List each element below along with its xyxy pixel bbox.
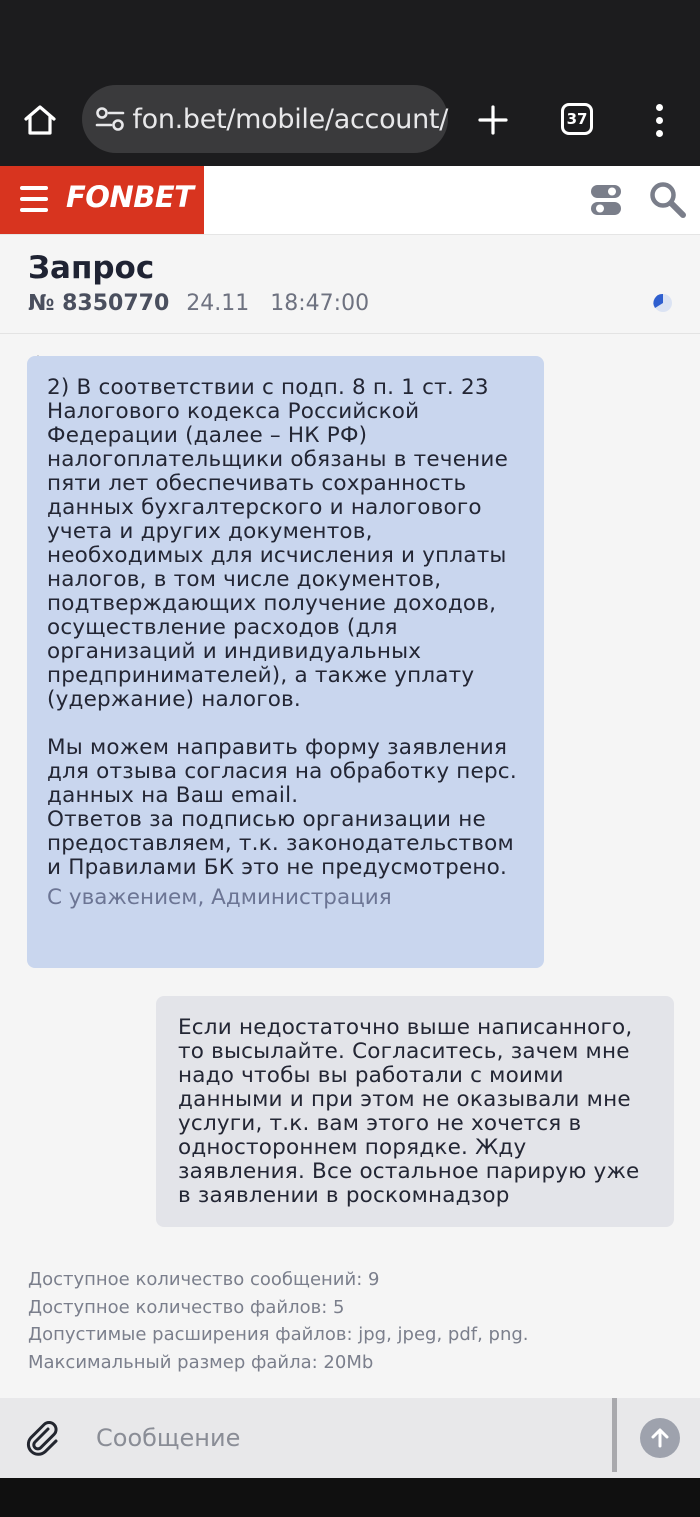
url-text: fon.bet/mobile/account/: [132, 103, 448, 135]
request-meta: [28, 291, 369, 316]
menu-dot-icon: [656, 117, 663, 124]
page-title: Запрос: [28, 250, 155, 286]
outgoing-message-text: Если недостаточно выше написанного, то высылайте. Согласитесь, зачем мне надо чтобы вы работали с моими данными и при этом не оказывали мне услуги, т.к. вам этого не хочется в одностороннем порядке. Жду заявления. Все остальное парирую уже в заявлении в роскомнадзор: [178, 1015, 640, 1208]
browser-menu-button[interactable]: [640, 98, 678, 142]
incoming-message-paragraph: Мы можем направить форму заявления для отзыва согласия на обработку перс. данных на Ваш email. Ответов за подписью организации не предоставляем, т.к. законодательством и Правилами БК это не предусмотрено.: [47, 735, 517, 880]
status-pie-icon: [653, 293, 673, 313]
search-icon[interactable]: [648, 180, 688, 220]
fonbet-logo[interactable]: FONBET: [66, 180, 194, 214]
max-file-size: Максимальный размер файла: 20Mb: [28, 1351, 374, 1373]
paperclip-icon[interactable]: [24, 1420, 60, 1456]
message-signature: С уважением, Администрация: [47, 885, 392, 910]
request-number: № 8350770: [28, 291, 170, 316]
files-limit: Доступное количество файлов: 5: [28, 1296, 345, 1318]
menu-dot-icon: [656, 130, 663, 137]
chat-messages[interactable]: [0, 375, 700, 1266]
browser-toolbar: [0, 0, 700, 166]
system-navigation-bar: [0, 1478, 700, 1517]
send-button[interactable]: [640, 1418, 680, 1458]
brand-block: [0, 166, 204, 234]
home-button[interactable]: [18, 98, 62, 142]
arrow-up-icon: [649, 1427, 671, 1449]
tab-switcher-button[interactable]: 37: [561, 103, 593, 135]
site-settings-icon[interactable]: [88, 85, 132, 153]
incoming-message-paragraph: 2) В соответствии с подп. 8 п. 1 ст. 23 Налогового кодекса Российской Федерации (далее – НК РФ) налогоплательщики обязаны в течение пяти лет обеспечивать сохранность данных бухгалтерского и налогового учета и других документов, необходимых для исчисления и уплаты налогов, в том числе документов, подтверждающих получение доходов, осуществление расходов (для организаций и индивидуальных предпринимателей), а также уплату (удержание) налогов.: [47, 375, 508, 712]
new-tab-button[interactable]: [470, 97, 516, 143]
request-time: 18:47:00: [270, 291, 370, 316]
message-input[interactable]: [96, 1416, 596, 1460]
address-bar[interactable]: [82, 85, 448, 153]
toggle-settings-icon[interactable]: [588, 182, 624, 218]
composer-divider: [612, 1398, 617, 1472]
request-header: [0, 235, 700, 334]
limits-info: [28, 1266, 678, 1376]
home-icon: [22, 103, 58, 137]
message-composer: [0, 1398, 700, 1478]
request-date: 24.11: [186, 291, 250, 316]
outgoing-message: [156, 996, 674, 1227]
allowed-extensions: Допустимые расширения файлов: jpg, jpeg, pdf, png.: [28, 1324, 529, 1345]
hamburger-menu-icon[interactable]: [20, 186, 48, 212]
menu-dot-icon: [656, 104, 663, 111]
plus-icon: [478, 105, 508, 135]
incoming-message: [27, 356, 544, 968]
messages-limit: Доступное количество сообщений: 9: [28, 1269, 380, 1290]
